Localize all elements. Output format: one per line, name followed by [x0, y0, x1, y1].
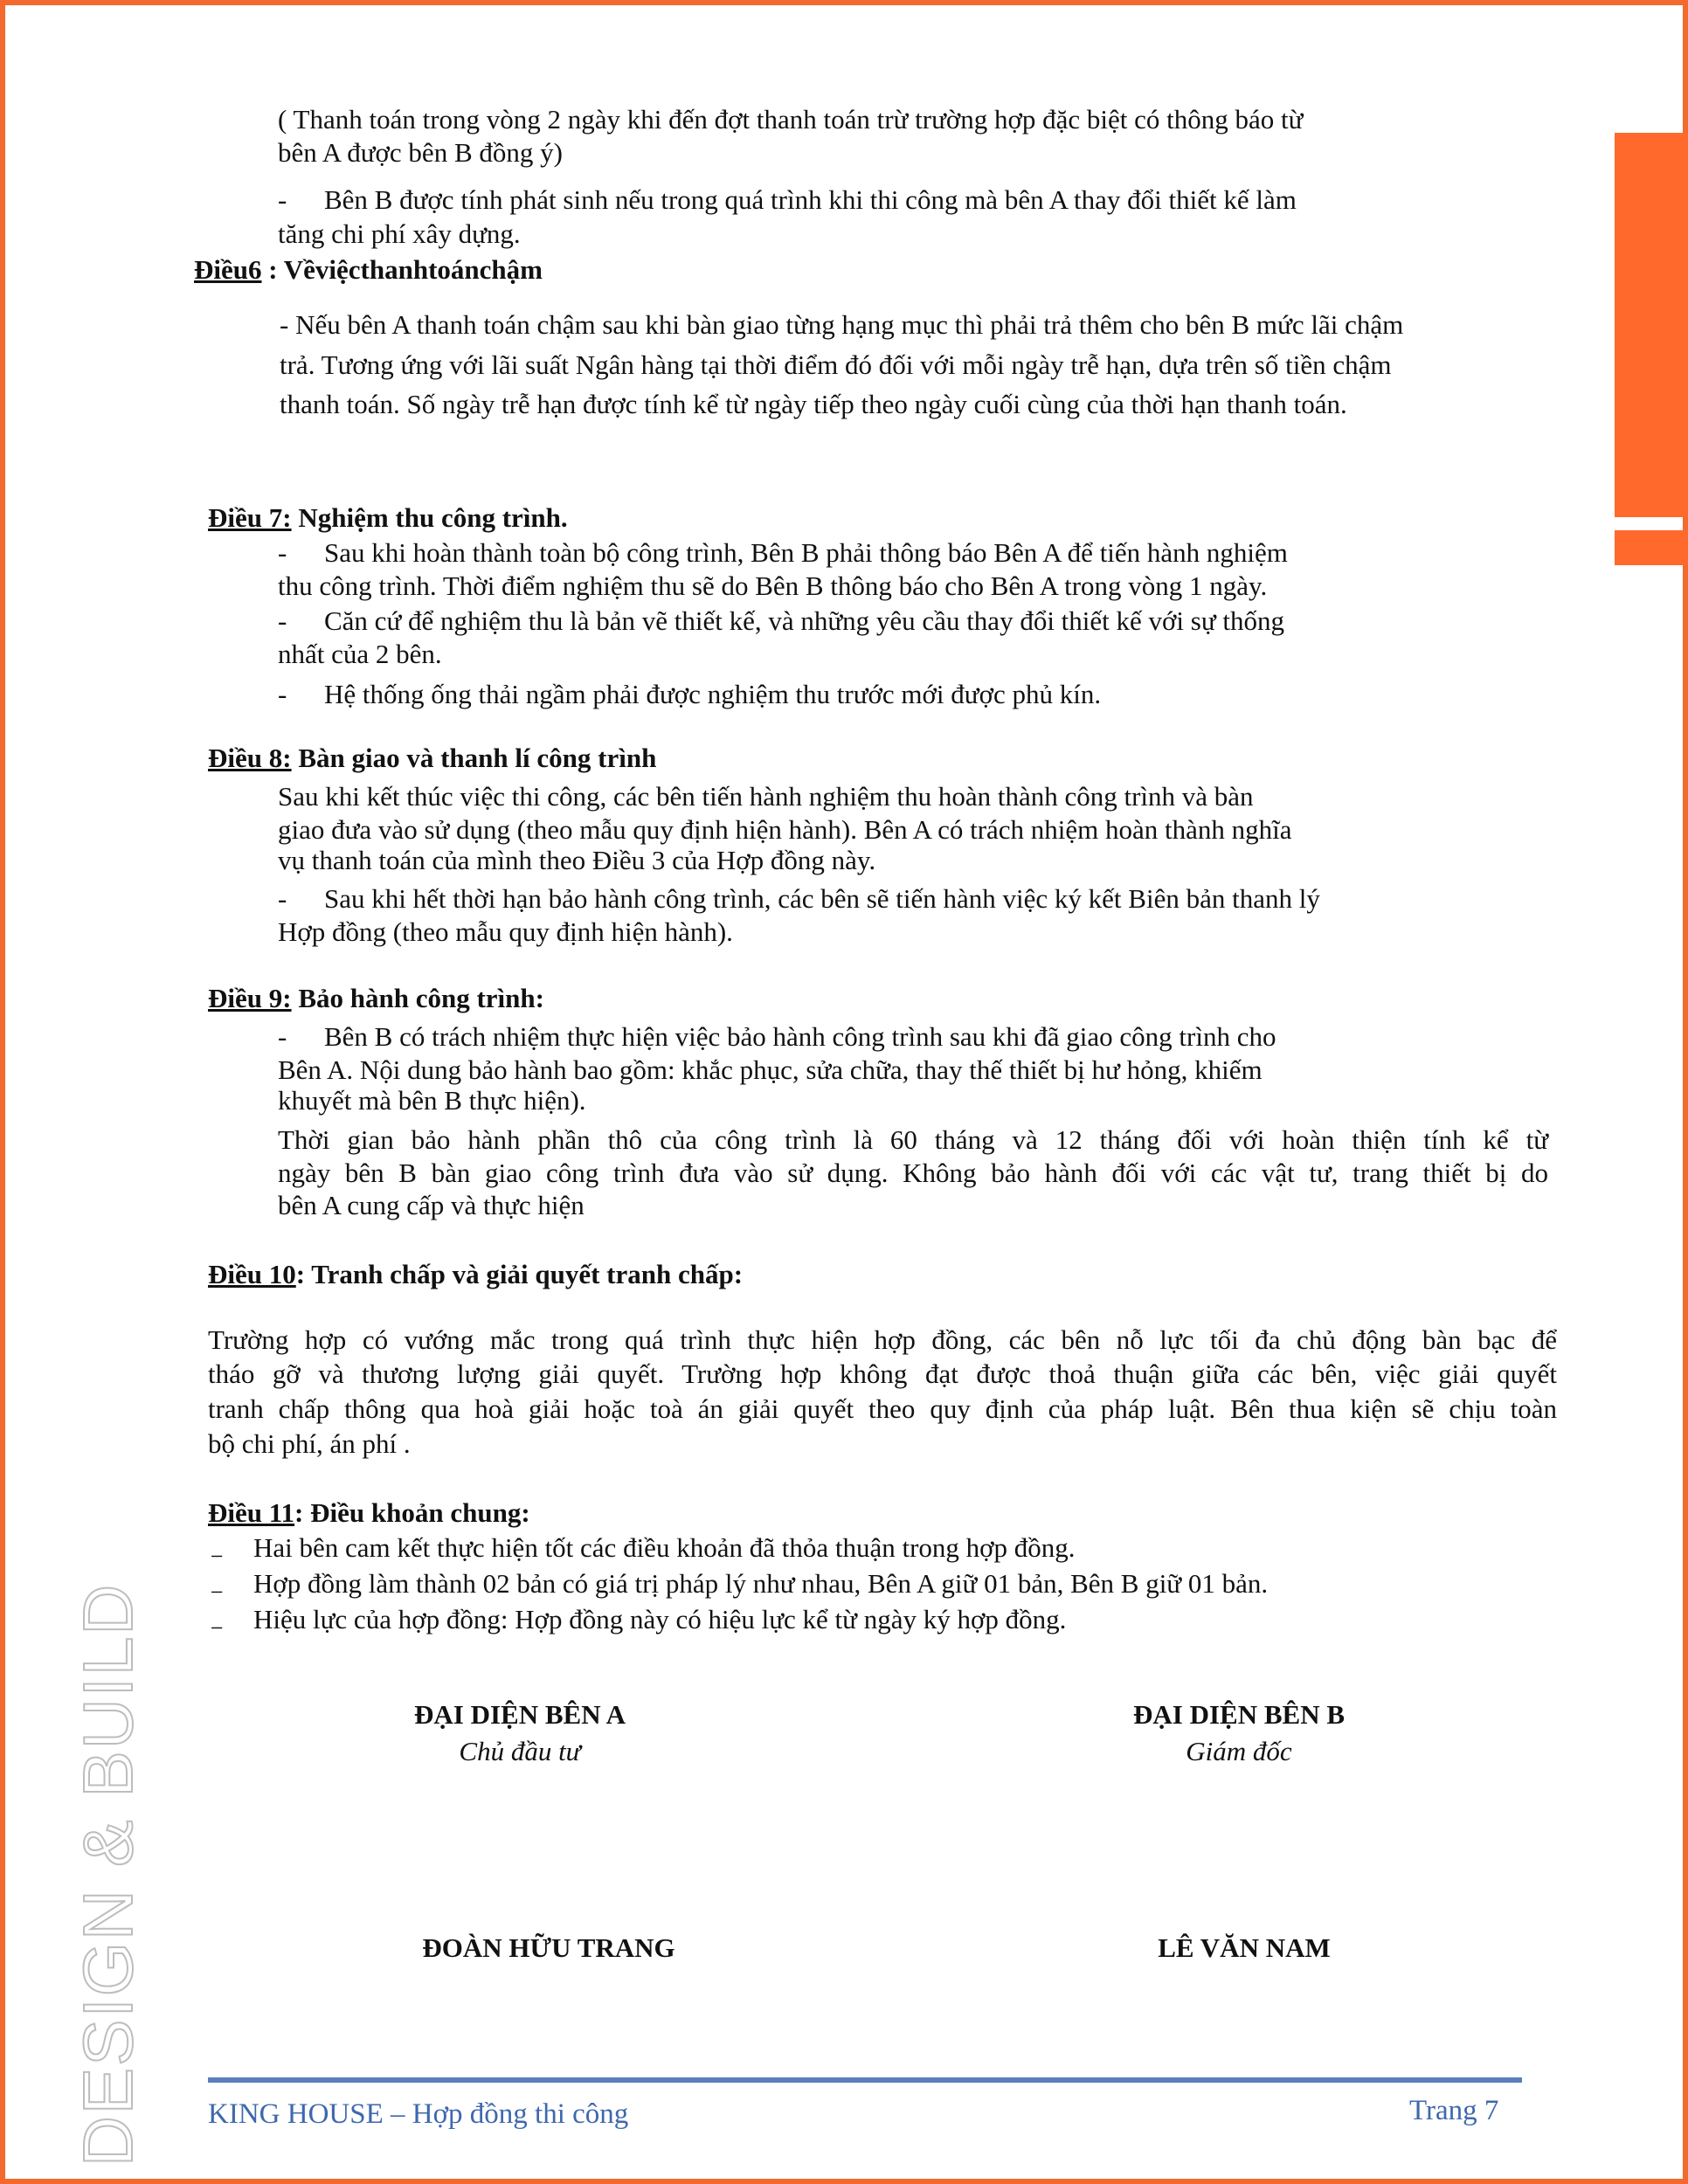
- dieu7-label: Điều 7:: [208, 502, 292, 533]
- bullet-dash: -: [278, 537, 287, 568]
- dieu7-line: thu công trình. Thời điểm nghiệm thu sẽ do Bên B thông báo cho Bên A trong vòng 1 ngày.: [278, 570, 1268, 601]
- intro-line: bên A được bên B đồng ý): [278, 137, 563, 168]
- dieu9-heading: [208, 982, 544, 1015]
- dieu11-label: Điều 11: [208, 1497, 295, 1528]
- dieu10-line: tranh chấp thông qua hoà giải hoặc toà án giải quyết theo quy định của pháp luật. Bên thua kiện sẽ chịu toàn: [208, 1393, 1557, 1424]
- party-a-role: Chủ đầu tư: [459, 1736, 581, 1766]
- intro-bullet-line: Bên B được tính phát sinh nếu trong quá trình khi thi công mà bên A thay đổi thiết kế làm: [324, 184, 1297, 215]
- dieu11-item: Hiệu lực của hợp đồng: Hợp đồng này có hiệu lực kể từ ngày ký hợp đồng.: [253, 1604, 1067, 1635]
- intro-bullet-line: tăng chi phí xây dựng.: [278, 218, 521, 249]
- dieu9-line: bên A cung cấp và thực hiện: [278, 1190, 585, 1220]
- dieu9-line: ngày bên B bàn giao công trình đưa vào sử dụng. Không bảo hành đối với các vật tư, trang thiết bị do: [278, 1158, 1548, 1188]
- party-b-role: Giám đốc: [1186, 1736, 1292, 1766]
- dieu11-heading: [208, 1496, 530, 1530]
- dieu9-line: Bên A. Nội dung bảo hành bao gồm: khắc phục, sửa chữa, thay thế thiết bị hư hỏng, khiếm: [278, 1054, 1263, 1085]
- dieu9-line: Bên B có trách nhiệm thực hiện việc bảo hành công trình sau khi đã giao công trình cho: [324, 1021, 1276, 1052]
- dieu7-line: Sau khi hoàn thành toàn bộ công trình, Bên B phải thông báo Bên A để tiến hành nghiệm: [324, 537, 1288, 568]
- dieu10-title: : Tranh chấp và giải quyết tranh chấp:: [295, 1259, 744, 1289]
- dieu10-line: tháo gỡ và thương lượng giải quyết. Trường hợp không đạt được thoả thuận giữa các bên, việc giải quyết: [208, 1358, 1557, 1389]
- dieu6-line: trả. Tương ứng với lãi suất Ngân hàng tại thời điểm đó đối với mỗi ngày trễ hạn, dựa trên số tiền chậm: [280, 349, 1392, 380]
- dieu8-line: vụ thanh toán của mình theo Điều 3 của Hợp đồng này.: [278, 845, 876, 875]
- dieu8-title: Bàn giao và thanh lí công trình: [291, 743, 657, 773]
- footer-divider: [208, 2077, 1522, 2083]
- bullet-dash: -: [278, 679, 287, 709]
- dieu9-line: Thời gian bảo hành phần thô của công trình là 60 tháng và 12 tháng đối với hoàn thiện tính kể từ: [278, 1124, 1548, 1155]
- dieu11-title: : Điều khoản chung:: [294, 1497, 530, 1528]
- dieu6-heading: [194, 253, 543, 287]
- footer-title: KING HOUSE – Hợp đồng thi công: [208, 2098, 629, 2130]
- dieu11-item: Hợp đồng làm thành 02 bản có giá trị pháp lý như nhau, Bên A giữ 01 bản, Bên B giữ 01 bản.: [253, 1568, 1269, 1599]
- party-b-name: LÊ VĂN NAM: [1158, 1932, 1331, 1963]
- orange-side-tab: [1615, 133, 1688, 517]
- dieu9-title: Bảo hành công trình:: [291, 983, 544, 1013]
- list-bullet: ₋: [210, 1572, 225, 1603]
- dieu6-line: - Nếu bên A thanh toán chậm sau khi bàn giao từng hạng mục thì phải trả thêm cho bên B mức lãi chậm: [280, 309, 1404, 340]
- dieu7-line: nhất của 2 bên.: [278, 639, 442, 669]
- dieu6-label: Điều6: [194, 254, 262, 285]
- bullet-dash: -: [278, 184, 287, 215]
- dieu10-line: Trường hợp có vướng mắc trong quá trình thực hiện hợp đồng, các bên nỗ lực tối đa chủ động bàn bạc để: [208, 1324, 1557, 1355]
- intro-line: ( Thanh toán trong vòng 2 ngày khi đến đợt thanh toán trừ trường hợp đặc biệt có thông báo từ: [278, 104, 1304, 135]
- dieu8-line: giao đưa vào sử dụng (theo mẫu quy định hiện hành). Bên A có trách nhiệm hoàn thành nghĩa: [278, 814, 1292, 845]
- bullet-dash: -: [278, 1021, 287, 1052]
- dieu6-title: : Vềviệcthanhtoánchậm: [261, 254, 543, 285]
- dieu9-label: Điều 9:: [208, 983, 292, 1013]
- dieu9-line: khuyết mà bên B thực hiện).: [278, 1085, 586, 1116]
- list-bullet: ₋: [210, 1608, 225, 1639]
- dieu7-heading: [208, 501, 568, 535]
- dieu8-line: Sau khi kết thúc việc thi công, các bên tiến hành nghiệm thu hoàn thành công trình và bàn: [278, 781, 1254, 812]
- page-number: Trang 7: [1409, 2095, 1499, 2126]
- bullet-dash: -: [278, 605, 287, 636]
- dieu8-label: Điều 8:: [208, 743, 292, 773]
- list-bullet: ₋: [210, 1537, 225, 1567]
- dieu7-title: Nghiệm thu công trình.: [291, 502, 568, 533]
- dieu10-heading: [208, 1258, 743, 1291]
- dieu8-heading: [208, 742, 656, 775]
- dieu6-line: thanh toán. Số ngày trễ hạn được tính kể từ ngày tiếp theo ngày cuối cùng của thời hạn thanh toán.: [280, 389, 1347, 419]
- bullet-dash: -: [278, 883, 287, 914]
- party-a-heading: ĐẠI DIỆN BÊN A: [413, 1699, 626, 1730]
- dieu10-line: bộ chi phí, án phí .: [208, 1428, 411, 1459]
- orange-side-tab-small: [1615, 530, 1688, 565]
- party-b-heading: ĐẠI DIỆN BÊN B: [1132, 1699, 1346, 1730]
- dieu7-line: Hệ thống ống thải ngầm phải được nghiệm thu trước mới được phủ kín.: [324, 679, 1102, 709]
- dieu8-line: Sau khi hết thời hạn bảo hành công trình, các bên sẽ tiến hành việc ký kết Biên bản thanh lý: [324, 883, 1320, 914]
- dieu8-line: Hợp đồng (theo mẫu quy định hiện hành).: [278, 916, 733, 947]
- side-label: DESIGN & BUILD: [69, 1582, 147, 2167]
- dieu10-label: Điều 10: [208, 1259, 296, 1289]
- party-a-name: ĐOÀN HỮU TRANG: [422, 1932, 675, 1963]
- dieu11-item: Hai bên cam kết thực hiện tốt các điều khoản đã thỏa thuận trong hợp đồng.: [253, 1532, 1076, 1563]
- dieu7-line: Căn cứ để nghiệm thu là bản vẽ thiết kế, và những yêu cầu thay đổi thiết kế với sự thống: [324, 605, 1285, 636]
